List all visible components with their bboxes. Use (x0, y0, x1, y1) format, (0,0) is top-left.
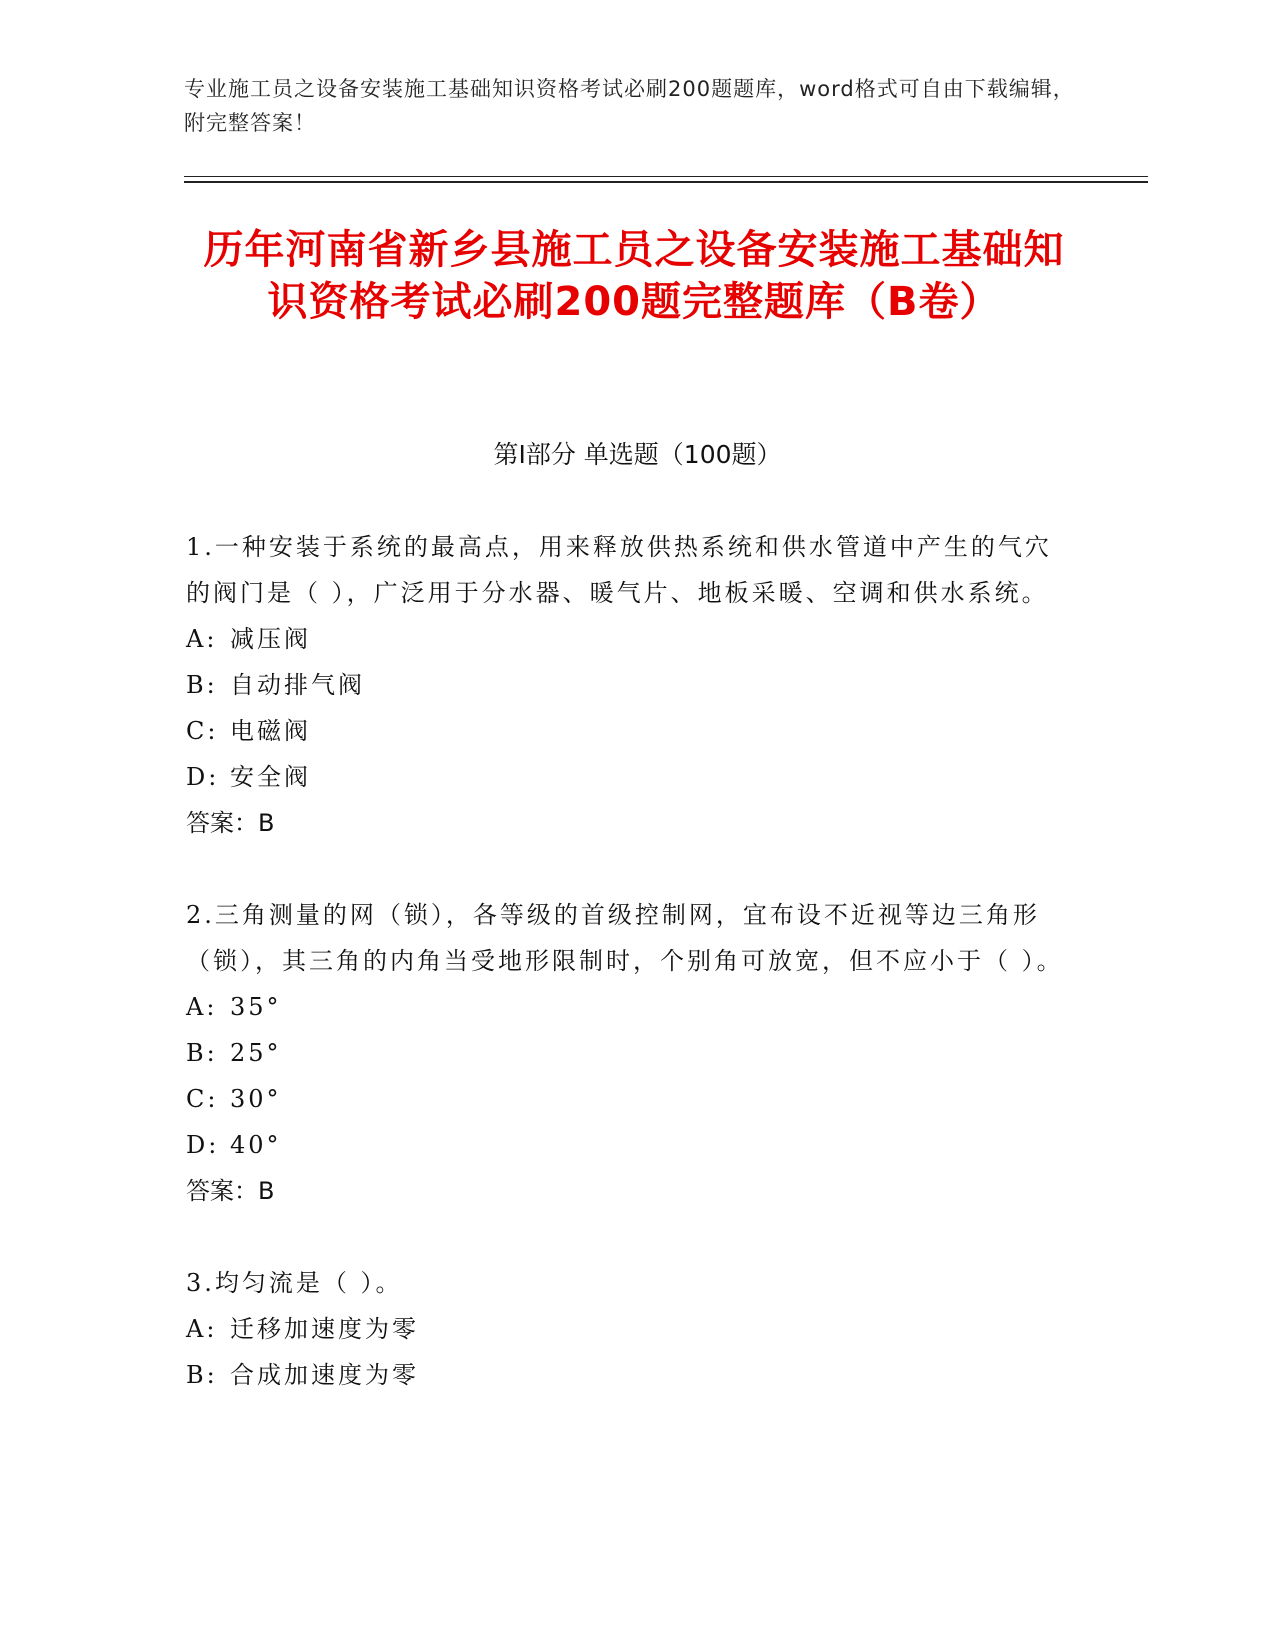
option-text: 减压阀 (230, 625, 311, 653)
option-text: 电磁阀 (230, 717, 311, 745)
question-list (186, 524, 1066, 1444)
option-text: 自动排气阀 (230, 671, 365, 699)
option-label: A: (186, 625, 218, 653)
option-b (186, 1030, 1066, 1076)
option-a (186, 1306, 1066, 1352)
option-text: 35° (230, 993, 282, 1021)
option-label: B: (186, 671, 218, 699)
option-text: 安全阀 (230, 763, 311, 791)
question-stem: 2.三角测量的网（锁），各等级的首级控制网，宜布设不近视等边三角形（锁），其三角的内角当受地形限制时，个别角可放宽，但不应小于（ ）。 (186, 901, 1064, 975)
header-divider-thick (184, 181, 1148, 183)
header-note: 专业施工员之设备安装施工基础知识资格考试必刷200题题库，word格式可自由下载编辑，附完整答案！ (184, 77, 1075, 135)
document-title: 历年河南省新乡县施工员之设备安装施工基础知识资格考试必刷200题完整题库（B卷） (203, 227, 1065, 325)
answer-line: 答案：B (186, 1177, 275, 1205)
option-c (186, 708, 1066, 754)
option-c (186, 1076, 1066, 1122)
option-d (186, 1122, 1066, 1168)
option-a (186, 984, 1066, 1030)
question-stem: 3.均匀流是（ ）。 (186, 1269, 403, 1297)
option-b (186, 1352, 1066, 1398)
option-label: A: (186, 993, 218, 1021)
option-label: C: (186, 1085, 219, 1113)
option-label: D: (186, 1131, 220, 1159)
option-text: 迁移加速度为零 (230, 1315, 419, 1343)
option-text: 25° (230, 1039, 282, 1067)
option-b (186, 662, 1066, 708)
option-text: 40° (230, 1131, 282, 1159)
option-d (186, 754, 1066, 800)
header-divider-thin (184, 176, 1148, 177)
answer-line: 答案：B (186, 809, 275, 837)
question-stem: 1.一种安装于系统的最高点，用来释放供热系统和供水管道中产生的气穴的阀门是（ ），广泛用于分水器、暖气片、地板采暖、空调和供水系统。 (186, 533, 1052, 607)
option-label: B: (186, 1039, 218, 1067)
option-label: B: (186, 1361, 218, 1389)
option-label: D: (186, 763, 220, 791)
option-label: C: (186, 717, 219, 745)
option-text: 合成加速度为零 (230, 1361, 419, 1389)
question-3 (186, 1260, 1066, 1398)
question-2 (186, 892, 1066, 1214)
option-a (186, 616, 1066, 662)
question-1 (186, 524, 1066, 846)
option-label: A: (186, 1315, 218, 1343)
option-text: 30° (230, 1085, 282, 1113)
section-title: 第Ⅰ部分 单选题（100题） (493, 440, 782, 469)
